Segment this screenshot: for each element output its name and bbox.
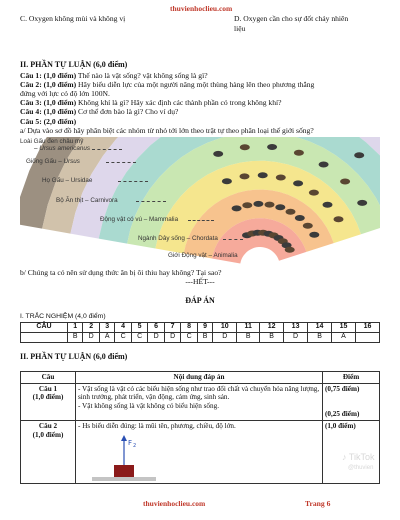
tree-label-phylum: Ngành Dây sống – Chordata bbox=[138, 235, 218, 242]
animal-icon bbox=[294, 150, 304, 156]
animal-icon bbox=[265, 202, 275, 208]
tree-label-species-latin: – Ursus americanus bbox=[34, 145, 91, 152]
mc-header-cell: 6 bbox=[148, 323, 165, 333]
mc-answer-cell: B bbox=[197, 333, 212, 343]
mc-header-cell: 3 bbox=[99, 323, 114, 333]
choice-c: C. Oxygen không mùi và không vị bbox=[20, 14, 126, 23]
mc-header-row bbox=[21, 323, 380, 333]
animal-icon bbox=[357, 200, 367, 206]
mc-header-cell: 14 bbox=[308, 323, 332, 333]
mc-answer-cell: B bbox=[260, 333, 284, 343]
mc-header-cell: 4 bbox=[115, 323, 132, 333]
force-subscript: 2 bbox=[133, 442, 137, 449]
tree-connector bbox=[136, 201, 166, 202]
mc-answer-cell: D bbox=[213, 333, 237, 343]
essay-answer-table bbox=[20, 371, 380, 484]
question-1: Câu 1: (1,0 điểm) Thế nào là vật sống? vật không sống là gì? bbox=[20, 71, 208, 80]
animal-icon bbox=[293, 180, 303, 186]
mc-answer-cell: D bbox=[164, 333, 181, 343]
end-mark: ---HẾT--- bbox=[185, 277, 215, 286]
essay-header-score: Điểm bbox=[323, 372, 380, 384]
tree-label-species: Loài Gấu đen châu mỹ bbox=[20, 138, 84, 145]
mc-answer-cell: C bbox=[131, 333, 148, 343]
tree-label-class: Động vật có vú – Mammalia bbox=[100, 216, 179, 223]
animal-icon bbox=[354, 152, 364, 158]
animal-icon bbox=[240, 173, 250, 179]
essay-header-content: Nội dung đáp án bbox=[76, 372, 323, 384]
force-label: F bbox=[128, 438, 133, 447]
tree-connector bbox=[188, 220, 214, 221]
mc-header-cell: 1 bbox=[68, 323, 83, 333]
mc-answer-table bbox=[20, 322, 380, 343]
animal-icon bbox=[253, 201, 263, 207]
tree-label-family: Họ Gấu – Ursidae bbox=[42, 177, 93, 184]
question-5a: a/ Dựa vào sơ đồ hãy phân biệt các nhóm từ nhỏ tới lớn theo trật tự theo phân loại thế giới sống? bbox=[20, 125, 314, 135]
animal-icon bbox=[276, 175, 286, 181]
mc-header-cell: 7 bbox=[164, 323, 181, 333]
essay-row-1 bbox=[21, 383, 380, 420]
essay-content-cell: - Vật sống là vật có các biểu hiện sống như trao đổi chất và chuyển hóa năng lượng, sinh trưởng, phát triển, vận động, cảm ứng, sinh sản. - Vật không sống là vật không có biểu hiện sống. bbox=[76, 383, 323, 420]
animal-icon bbox=[213, 151, 223, 157]
animal-icon bbox=[295, 215, 305, 221]
footer-site: thuvienhoclieu.com bbox=[143, 499, 206, 508]
mc-header-cell: 11 bbox=[237, 323, 260, 333]
mc-answer-cell: C bbox=[115, 333, 132, 343]
mc-answer-cell: D bbox=[83, 333, 100, 343]
part2-title: II. PHẦN TỰ LUẬN (6,0 điểm) bbox=[20, 60, 128, 69]
essay-row-2 bbox=[21, 420, 380, 483]
question-5b: b/ Chúng ta có nên sử dụng thức ăn bị ôi thiu hay không? Tại sao? bbox=[20, 268, 222, 277]
tiktok-user: @thuvien bbox=[348, 465, 374, 471]
mc-header-cell: 8 bbox=[181, 323, 198, 333]
animal-icon bbox=[286, 209, 296, 215]
mc-answer-cell bbox=[21, 333, 68, 343]
animal-icon bbox=[319, 162, 329, 168]
force-diagram bbox=[90, 431, 210, 483]
animal-icon bbox=[267, 144, 277, 150]
question-4: Câu 4: (1,0 điểm) Cơ thể đơn bào là gì? Cho ví dụ? bbox=[20, 107, 179, 117]
mc-answer-cell: B bbox=[308, 333, 332, 343]
animal-icon bbox=[309, 232, 319, 238]
essay-score-cell: (0,75 điểm) (0,25 điểm) bbox=[323, 383, 380, 420]
header-site: thuvienhoclieu.com bbox=[170, 4, 233, 13]
mc-header-cell: 12 bbox=[260, 323, 284, 333]
mc-header-cell: 5 bbox=[131, 323, 148, 333]
mc-header-cell: 9 bbox=[197, 323, 212, 333]
essay-q-cell: Câu 1 (1,0 điểm) bbox=[21, 383, 76, 420]
taxonomy-diagram bbox=[20, 137, 380, 265]
tiktok-logo: ♪ TikTok bbox=[342, 452, 375, 462]
answer-title: ĐÁP ÁN bbox=[185, 296, 215, 305]
essay-content-cell: - Hs biểu diễn đúng: là mũi tên, phương, chiều, độ lớn. F 2 bbox=[76, 420, 323, 483]
animal-icon bbox=[334, 216, 344, 222]
animal-icon bbox=[232, 205, 242, 211]
essay-title: II. PHẦN TỰ LUẬN (6,0 điểm) bbox=[20, 352, 128, 361]
animal-icon bbox=[309, 190, 319, 196]
mc-answer-row bbox=[21, 333, 380, 343]
tree-label-kingdom: Giới Động vật – Animalia bbox=[168, 252, 238, 259]
tree-connector bbox=[92, 149, 122, 150]
mc-header-cell: 13 bbox=[284, 323, 308, 333]
essay-header-row bbox=[21, 372, 380, 384]
mc-answer-cell: D bbox=[284, 333, 308, 343]
mc-answer-cell: D bbox=[148, 333, 165, 343]
question-2: Câu 2: (1,0 điểm) Hãy biểu diễn lực của một người nâng một thùng hàng lên theo phương thẳng bbox=[20, 80, 315, 90]
mc-title: I. TRẮC NGHIỆM (4,0 điểm) bbox=[20, 313, 106, 320]
animal-icon bbox=[222, 178, 232, 184]
animal-icon bbox=[240, 144, 250, 150]
tree-label-order: Bộ Ăn thịt – Carnivora bbox=[56, 197, 118, 204]
mc-answer-cell bbox=[355, 333, 379, 343]
tree-connector bbox=[118, 181, 148, 182]
mc-answer-cell: C bbox=[181, 333, 198, 343]
animal-icon bbox=[303, 223, 313, 229]
choice-d-line1: D. Oxygen cần cho sự đốt cháy nhiên bbox=[234, 14, 349, 23]
essay-score-cell: (1,0 điểm) bbox=[323, 420, 380, 483]
mc-header-cell: CÂU bbox=[21, 323, 68, 333]
mc-header-cell: 10 bbox=[213, 323, 237, 333]
animal-icon bbox=[285, 247, 295, 253]
mc-header-cell: 15 bbox=[332, 323, 356, 333]
tree-label-genus: Giống Gấu – Ursus bbox=[26, 158, 80, 165]
mc-answer-cell: B bbox=[237, 333, 260, 343]
cargo-box bbox=[114, 465, 134, 477]
animal-icon bbox=[323, 202, 333, 208]
ground-surface bbox=[92, 477, 156, 481]
tree-connector bbox=[223, 239, 243, 240]
mc-answer-cell: B bbox=[68, 333, 83, 343]
animal-icon bbox=[275, 204, 285, 210]
choice-d-line2: liệu bbox=[234, 24, 246, 33]
question-5: Câu 5: (2,0 điểm) bbox=[20, 116, 77, 126]
animal-icon bbox=[340, 179, 350, 185]
animal-icon bbox=[258, 172, 268, 178]
mc-answer-cell: A bbox=[99, 333, 114, 343]
essay-q-cell: Câu 2 (1,0 điểm) bbox=[21, 420, 76, 483]
question-2-cont: đứng với lực có độ lớn 100N. bbox=[20, 89, 110, 99]
animal-icon bbox=[242, 202, 252, 208]
mc-answer-cell: A bbox=[332, 333, 356, 343]
essay-header-q: Câu bbox=[21, 372, 76, 384]
question-3: Câu 3: (1,0 điểm) Không khí là gì? Hãy xác định các thành phần có trong không khí? bbox=[20, 98, 282, 108]
mc-header-cell: 16 bbox=[355, 323, 379, 333]
question-list bbox=[20, 71, 380, 135]
mc-header-cell: 2 bbox=[83, 323, 100, 333]
page-number: Trang 6 bbox=[305, 499, 331, 508]
force-arrow-head bbox=[121, 435, 127, 441]
tree-connector bbox=[106, 162, 136, 163]
